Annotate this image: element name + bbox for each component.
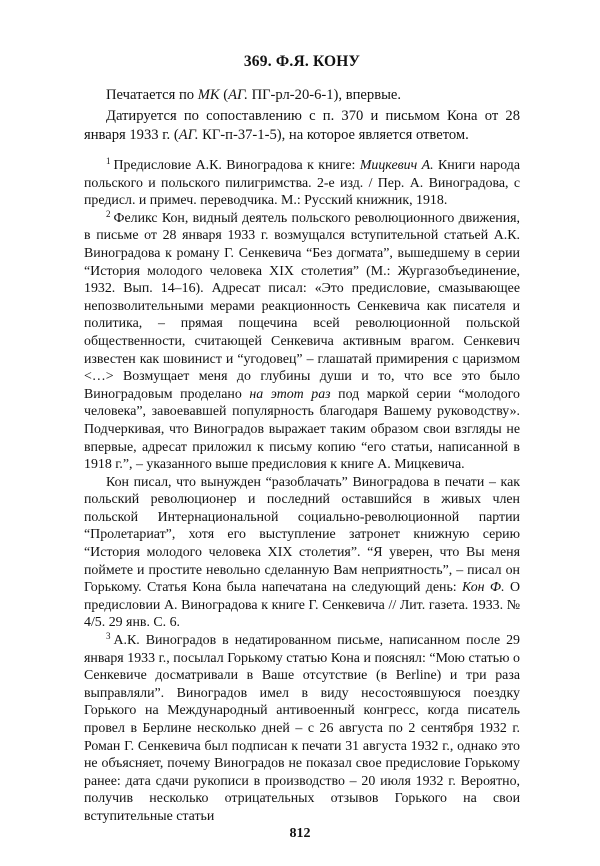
letter-title: 369. Ф.Я. КОНУ: [243, 53, 361, 70]
text-run-italic: АГ.: [228, 87, 248, 103]
text-run: Феликс Кон, видный деятель польского революционного движения, в письме от 28 января 1933 г. возмущался вступительной статьей А.К. Виноградова к роману Г. Сенкевича “Без догмата”, вышедшему в серии “История молодого человека XIX столетия” (М.: Жургазобъединение, 1932. Вып. 14–16). Адресат писал: «Это предисловие, смазывающее непозволительными мерами реакционность Сенкевича как писателя и политика, – прямая пощечина всей революционной польской общественности, считающей Сенкевича активным врагом. Сенкевич известен как шовинист и “угодовец” – глашатай примирения с царизмом <…> Возмущает меня до глубины души и то, что все это было Виноградовым проделано: [84, 210, 520, 402]
text-run: Датируется по сопоставлению с п. 370 и письмом Кона от 28 января 1933 г. (: [84, 108, 520, 143]
text-run-italic: на этот раз: [249, 386, 331, 402]
text-run: (: [219, 87, 229, 103]
text-run-italic: Кон Ф.: [462, 580, 505, 596]
source-notes: [84, 86, 520, 145]
footnote-1: [84, 157, 520, 210]
footnote-2: [84, 210, 520, 474]
footnote-number: 2: [106, 208, 111, 219]
publication-source-paragraph: [84, 86, 520, 105]
page-number: 812: [289, 826, 311, 841]
text-run: под маркой серии “молодого человека”, завоевавшей популярность благодаря Вашему руководству». Подчеркивая, что Виноградов выражает таким образом свои взгляды не впервые, адресат приложил к письму копию “его статьи, написанной в 1918 г.”, – указанного выше предисловия к книге А. Мицкевича.: [84, 386, 520, 473]
text-run: ПГ-рл-20-6-1), впервые.: [247, 87, 402, 103]
dating-paragraph: [84, 107, 520, 145]
text-run: Книги народа польского и польского пилигримства. 2-е изд. / Пер. А. Виноградова, с предисл. и примеч. переводчика. М.: Русский книжник, 1918.: [84, 158, 521, 209]
text-run-italic: АГ.: [178, 127, 199, 143]
footnotes: [84, 157, 520, 826]
text-run: Кон писал, что вынужден “разоблачать” Виноградова в печати – как польский революционер и последний оставшийся в живых член польской Интернациональной социально-революционной партии “Пролетариат”, хотя его выступление затронет книжную серию “История молодого человека XIX столетия”. “Я уверен, что Вы меня поймете и простите невольно сделанную Вам неприятность”, – писал он Горькому. Статья Кона была напечатана на следующий день:: [84, 474, 520, 596]
footnote-number: 1: [106, 156, 111, 166]
text-run: А.К. Виноградов в недатированном письме, написанном после 29 января 1933 г., посылал Горькому статью Кона и пояснял: “Мою статью о Сенкевиче досматривали в Ваше отсутствие (в Berline) и три раза выправляли”. Виноградов имел в виду несостоявшуюся поездку Горького на Международный антивоенный конгресс, когда писатель провел в Берлине несколько дней – с 26 августа по 2 сентября 1932 г. Роман Г. Сенкевича был подписан к печати 31 августа 1932 г., однако это не объясняет, почему Виноградов не показал свое предисловие Горькому ранее: дата сдачи рукописи в производство – 20 июля 1932 г. Вероятно, получив несколько отрицательных отзывов Горького на свои вступительные статьи: [84, 633, 520, 824]
text-run: КГ-п-37-1-5), на которое является ответом.: [198, 127, 469, 143]
text-run-italic: Мицкевич А.: [359, 158, 434, 173]
footnote-2-continued: [84, 474, 520, 632]
text-run-italic: МК: [197, 87, 220, 103]
text-run: О предисловии А. Виноградова к книге Г. Сенкевича // Лит. газета. 1933. № 4/5. 29 янв. С. 6.: [84, 580, 520, 631]
text-run: Предисловие А.К. Виноградова к книге:: [113, 158, 360, 173]
text-run: Печатается по: [106, 87, 198, 103]
footnote-number: 3: [106, 631, 111, 642]
footnote-3: [84, 632, 520, 826]
